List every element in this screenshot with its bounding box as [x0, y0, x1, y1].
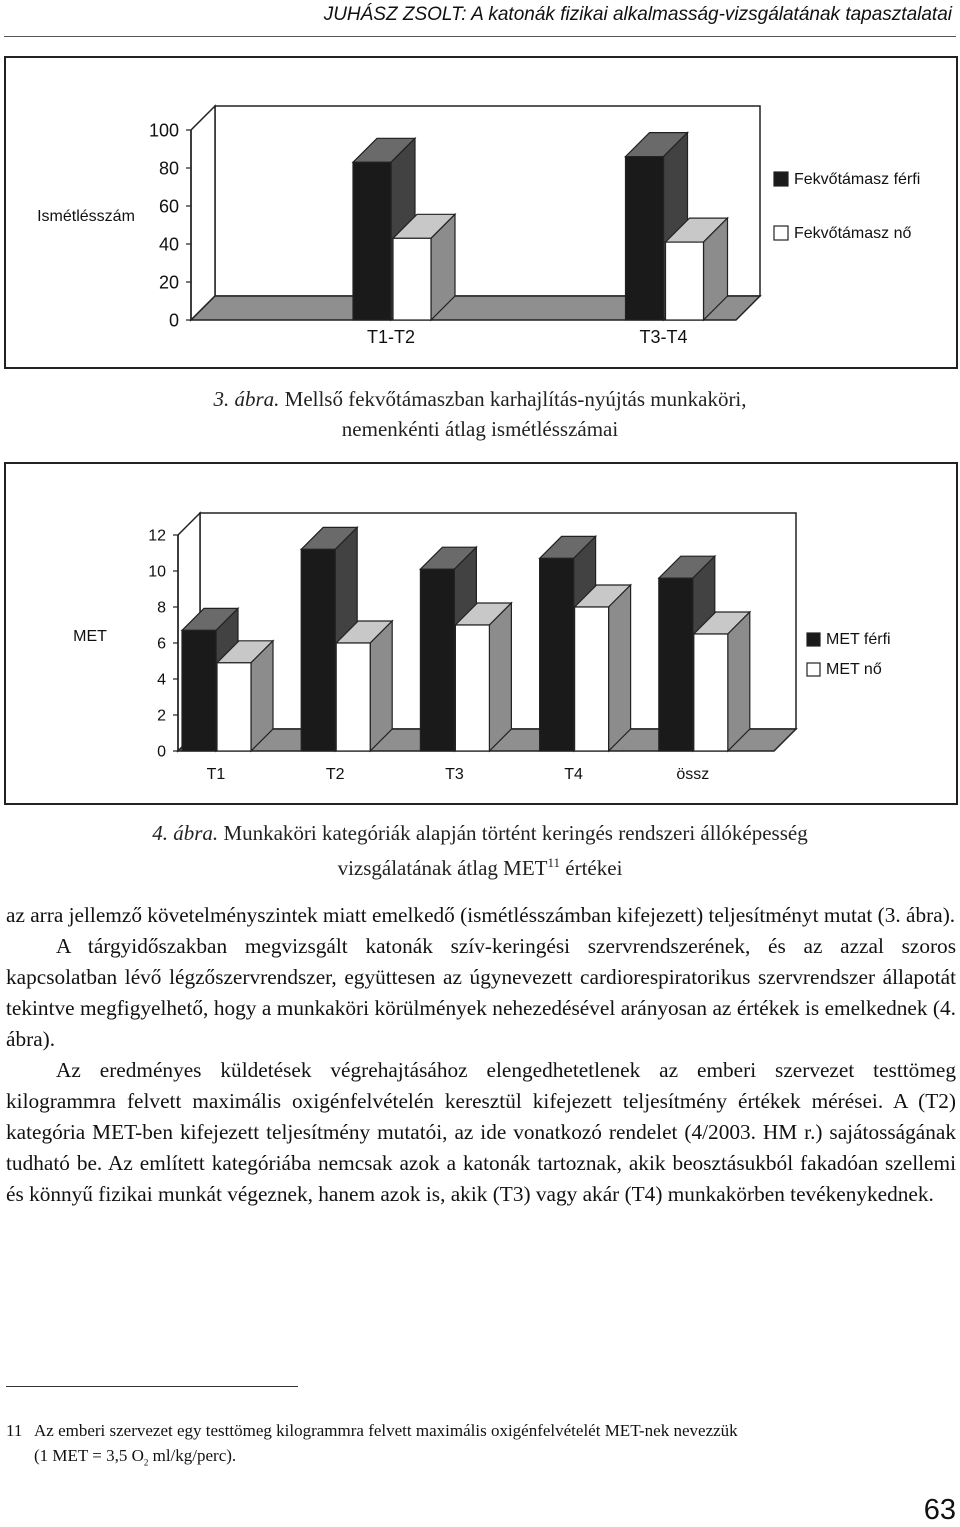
- bar-2-1: [455, 625, 489, 751]
- figure-4-caption-line2: [0, 848, 960, 883]
- y-tick-label: 2: [157, 707, 166, 725]
- legend-swatch: [807, 633, 820, 646]
- bar-0-0: [182, 630, 216, 751]
- bar-2-0: [420, 569, 454, 751]
- y-tick-label: 40: [158, 234, 179, 255]
- bar-side-3-1: [609, 585, 631, 751]
- legend-label: Fekvőtámasz nő: [794, 225, 912, 242]
- body-text: [6, 900, 956, 1210]
- footnote: [6, 1418, 956, 1475]
- figure-4-caption-line2-text: vizsgálatának átlag MET: [337, 856, 548, 880]
- figure-4-svg: [6, 464, 956, 803]
- bar-1-1: [666, 242, 704, 320]
- footnote-line1: Az emberi szervezet egy testtömeg kilogrammra felvett maximális oxigénfelvételét MET-nek nevezzük: [34, 1421, 738, 1440]
- bar-1-0: [301, 549, 335, 751]
- x-tick-label: T1-T2: [366, 327, 416, 347]
- y-tick-label: 8: [157, 599, 166, 617]
- y-tick-label: 100: [148, 120, 179, 141]
- header-rule: [4, 36, 956, 37]
- running-head: JUHÁSZ ZSOLT: A katonák fizikai alkalmasság-vizsgálatának tapasztalatai: [323, 4, 952, 25]
- footnote-formula-end: ml/kg/perc).: [148, 1446, 237, 1465]
- legend-label: MET férfi: [826, 631, 891, 648]
- bar-3-0: [540, 558, 574, 751]
- figure-4-caption-number: 4. ábra.: [152, 821, 219, 845]
- y-axis-title: MET: [73, 628, 107, 645]
- bar-1-0: [626, 157, 664, 320]
- x-tick-label: T1: [206, 766, 226, 783]
- y-tick-label: 20: [158, 272, 179, 293]
- y-axis-title: Ismétlésszám: [37, 208, 135, 225]
- figure-4-caption-line1: Munkaköri kategóriák alapján történt keringés rendszeri állóképesség: [223, 821, 808, 845]
- legend-swatch: [774, 226, 788, 240]
- x-tick-label: T2: [325, 766, 345, 783]
- y-tick-label: 0: [157, 743, 166, 761]
- figure-3-chart: [4, 56, 958, 369]
- bar-4-1: [694, 634, 728, 751]
- paragraph-2: A tárgyidőszakban megvizsgált katonák szív-keringési szervrendszerének, és az azzal szoros kapcsolatban lévő légzőszervrendszer, együttesen az úgynevezett cardiorespiratorikus szervrendszer állapotát tekintve megfigyelhető, hogy a munkaköri körülmények nehezedésével arányosan az értékek is emelkednek (4. ábra).: [6, 934, 956, 1051]
- legend-label: Fekvőtámasz férfi: [794, 171, 921, 188]
- y-tick-label: 60: [158, 196, 179, 217]
- y-tick-label: 4: [157, 671, 166, 689]
- bar-4-0: [659, 578, 693, 751]
- legend-swatch: [774, 172, 788, 186]
- y-tick-label: 12: [148, 527, 166, 545]
- figure-3-caption-line2: nemenkénti átlag ismétlésszámai: [341, 417, 619, 441]
- bar-side-4-1: [728, 612, 750, 751]
- figure-3-svg: [6, 58, 956, 367]
- bar-side-1-1: [370, 621, 392, 751]
- y-tick-label: 6: [157, 635, 166, 653]
- footnote-formula: (1 MET = 3,5 O: [34, 1446, 144, 1465]
- x-tick-label: T3: [445, 766, 464, 783]
- footnote-number: 11: [6, 1421, 23, 1440]
- bar-0-1: [393, 238, 431, 320]
- figure-3-caption-line1: Mellső fekvőtámaszban karhajlítás-nyújtás munkaköri,: [284, 387, 747, 411]
- chart-side-wall: [191, 106, 215, 320]
- x-tick-label: össz: [676, 766, 710, 783]
- footnote-ref-11: 11: [547, 855, 561, 870]
- x-tick-label: T4: [564, 766, 583, 783]
- figure-3-caption-number: 3. ábra.: [213, 387, 280, 411]
- y-tick-label: 10: [148, 563, 166, 581]
- figure-3-caption: [0, 384, 960, 444]
- page-number: 63: [923, 1494, 956, 1526]
- y-tick-label: 0: [168, 310, 179, 331]
- legend-label: MET nő: [826, 661, 882, 678]
- paragraph-1: az arra jellemző követelményszintek miatt emelkedő (ismétlésszámban kifejezett) teljesítményt mutat (3. ábra).: [6, 903, 956, 927]
- legend-swatch: [807, 663, 820, 676]
- bar-3-1: [575, 607, 609, 751]
- bar-side-2-1: [489, 603, 511, 751]
- bar-0-0: [353, 162, 391, 320]
- footnote-line2: [6, 1443, 956, 1475]
- x-tick-label: T3-T4: [639, 327, 688, 347]
- bar-1-1: [336, 643, 370, 751]
- y-tick-label: 80: [158, 158, 179, 179]
- footnote-subscript: 2: [143, 1457, 149, 1468]
- paragraph-3: Az eredményes küldetések végrehajtásához elengedhetetlenek az emberi szervezet testtömeg kilogrammra felvett maximális oxigénfelvételén keresztül kifejezett teljesítmény értékek mérései. A (T2) kategória MET-ben kifejezett teljesítmény mutatói, az ide vonatkozó rendelet (4/2003. HM r.) sajátosságának tudható be. Az említett kategóriába nemcsak azok a katonák tartoznak, akik beosztásukból fakadóan szellemi és könnyű fizikai munkát végeznek, hanem azok is, akik (T3) vagy akár (T4) munkakörben tevékenykednek.: [6, 1058, 956, 1206]
- figure-4-caption-line2-end: értékei: [560, 856, 623, 880]
- footnote-rule: [6, 1386, 298, 1387]
- figure-4-chart: [4, 462, 958, 805]
- bar-0-1: [217, 663, 251, 751]
- figure-4-caption: [0, 818, 960, 883]
